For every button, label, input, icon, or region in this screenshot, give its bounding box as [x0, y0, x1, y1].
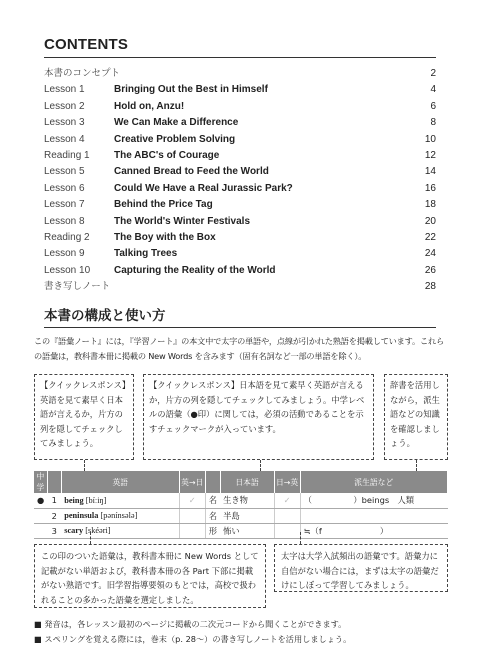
derivative-cell	[300, 508, 447, 523]
connector-line	[260, 460, 261, 471]
toc-page: 24	[424, 248, 436, 260]
col-header	[205, 471, 220, 493]
toc-lesson: Lesson 10	[44, 264, 91, 276]
toc-lesson: Lesson 2	[44, 100, 85, 112]
toc-row	[44, 246, 436, 262]
toc-row	[44, 148, 436, 164]
toc-page: 10	[424, 133, 436, 145]
check-mark	[179, 523, 205, 538]
toc-title: Talking Trees	[114, 248, 178, 260]
footer-notes	[34, 617, 351, 647]
connector-line	[90, 532, 91, 544]
new-words-note: この印のついた語彙は，教科書本冊に New Words として記載がない単語および，教科書本冊の各 Part 下部に掲載がない熟語です。旧学習指導要領のもとでは，高校で扱われることの多かった語彙を選定しました。	[34, 544, 266, 608]
toc-lesson: Lesson 4	[44, 133, 85, 145]
connector-line	[300, 532, 301, 544]
toc-title: Capturing the Reality of the World	[114, 264, 276, 276]
derivative-cell: ≒（f ）	[300, 523, 447, 538]
col-header: 日→英	[274, 471, 300, 493]
english-word-cell	[61, 523, 179, 538]
toc-row	[44, 82, 436, 98]
english-word-cell	[61, 493, 179, 508]
derivative-cell: （ ）beings 人類	[300, 493, 447, 508]
toc-title: We Can Make a Difference	[114, 117, 239, 129]
col-header: 派生語など	[300, 471, 447, 493]
col-header: 英→日	[179, 471, 205, 493]
toc-row	[44, 66, 436, 82]
check-mark: ✓	[179, 493, 205, 508]
toc	[44, 66, 436, 295]
toc-page: 12	[424, 149, 436, 161]
toc-title: Bringing Out the Best in Himself	[114, 84, 268, 96]
english-word-cell	[61, 508, 179, 523]
section-title: 本書の構成と使い方	[44, 308, 166, 324]
bold-words-note: 太字は大学入試頻出の語彙です。語彙力に自信がない場合には，まずは太字の語彙だけにしぼって学習してみましょう。	[274, 544, 448, 592]
junior-high-mark: ●	[34, 493, 47, 508]
toc-page: 18	[424, 199, 436, 211]
toc-lesson: Lesson 1	[44, 84, 85, 96]
check-mark: ✓	[274, 493, 300, 508]
row-number: 2	[47, 508, 61, 523]
quick-response-jp-box: 【クイックレスポンス】日本語を見て素早く英語が言えるか，片方の列を隠してチェックしてみましょう。中学レベルの語彙（●印）に関しては，必須の活動であることを示すチェックマークが入っています。	[143, 374, 374, 460]
toc-lesson: Reading 2	[44, 231, 90, 243]
dictionary-box: 辞書を活用しながら，派生語などの知識を確認しましょう。	[384, 374, 448, 460]
toc-page: 4	[430, 84, 436, 96]
footer-note: ■ スペリングを覚える際には，巻末（p. 28～）の書き写しノートを活用しましょう。	[34, 634, 352, 644]
check-mark	[274, 508, 300, 523]
toc-row	[44, 230, 436, 246]
contents-rule	[44, 57, 436, 58]
junior-high-mark	[34, 523, 47, 538]
connector-line	[84, 460, 85, 471]
toc-row	[44, 197, 436, 213]
japanese-meaning: 半島	[220, 508, 274, 523]
vocab-table	[34, 471, 448, 539]
toc-lesson: Lesson 8	[44, 215, 85, 227]
toc-row	[44, 181, 436, 197]
footer-note: ■ 発音は，各レッスン最初のページに掲載の二次元コードから聞くことができます。	[34, 619, 347, 629]
japanese-meaning: 生き物	[220, 493, 274, 508]
toc-row	[44, 263, 436, 279]
part-of-speech: 名	[205, 508, 220, 523]
toc-title: Behind the Price Tag	[114, 199, 213, 211]
toc-lesson: Lesson 3	[44, 117, 85, 129]
connector-line	[416, 460, 417, 471]
toc-lesson: Reading 1	[44, 149, 90, 161]
table-row	[34, 523, 448, 538]
row-number: 3	[47, 523, 61, 538]
toc-row	[44, 132, 436, 148]
toc-row	[44, 99, 436, 115]
row-number: 1	[47, 493, 61, 508]
intro-text: この『語彙ノート』には，『学習ノート』の本文中で太字の単語や，点線が引かれた熟語を掲載しています。これらの語彙は，教科書本冊に掲載の New Words を含みます（固有名詞など一部の単語を除く）。	[34, 336, 444, 361]
toc-page: 8	[430, 117, 436, 129]
toc-title: The ABC's of Courage	[114, 149, 220, 161]
english-word: scary	[64, 526, 84, 535]
toc-row	[44, 164, 436, 180]
toc-lesson: 本書のコンセプト	[44, 68, 121, 79]
col-header	[47, 471, 61, 493]
part-of-speech: 形	[205, 523, 220, 538]
toc-title: Could We Have a Real Jurassic Park?	[114, 182, 293, 194]
contents-title: CONTENTS	[44, 36, 129, 53]
col-header: 中学	[34, 471, 47, 493]
junior-high-mark	[34, 508, 47, 523]
english-word: peninsula	[64, 511, 99, 520]
toc-title: The Boy with the Box	[114, 231, 216, 243]
check-mark	[274, 523, 300, 538]
table-row	[34, 508, 448, 523]
toc-page: 26	[424, 264, 436, 276]
toc-lesson: Lesson 6	[44, 182, 85, 194]
toc-title: Canned Bread to Feed the World	[114, 166, 269, 178]
english-word: being	[64, 495, 84, 505]
japanese-meaning: 怖い	[220, 523, 274, 538]
toc-page: 14	[424, 166, 436, 178]
toc-page: 22	[424, 231, 436, 243]
toc-page: 6	[430, 100, 436, 112]
toc-page: 20	[424, 215, 436, 227]
toc-lesson: Lesson 7	[44, 199, 85, 211]
toc-row	[44, 279, 436, 295]
table-row	[34, 493, 448, 508]
col-header: 英語	[61, 471, 179, 493]
section-rule	[44, 327, 436, 328]
toc-lesson: Lesson 5	[44, 166, 85, 178]
pronunciation: [skéəri]	[85, 526, 111, 535]
toc-page: 16	[424, 182, 436, 194]
toc-title: The World's Winter Festivals	[114, 215, 251, 227]
toc-row	[44, 115, 436, 131]
part-of-speech: 名	[205, 493, 220, 508]
toc-title: Hold on, Anzu!	[114, 100, 185, 112]
toc-page: 2	[430, 68, 436, 79]
pronunciation: [pənínsələ]	[100, 511, 138, 520]
col-header: 日本語	[220, 471, 274, 493]
pronunciation: [bíːiŋ]	[85, 495, 107, 505]
quick-response-en-box: 【クイックレスポンス】英語を見て素早く日本語が言えるか，片方の列を隠してチェックしてみましょう。	[34, 374, 134, 460]
toc-page: 28	[424, 281, 436, 293]
toc-lesson: Lesson 9	[44, 248, 85, 260]
toc-title: Creative Problem Solving	[114, 133, 236, 145]
toc-lesson: 書き写しノート	[44, 281, 111, 293]
toc-row	[44, 214, 436, 230]
check-mark	[179, 508, 205, 523]
